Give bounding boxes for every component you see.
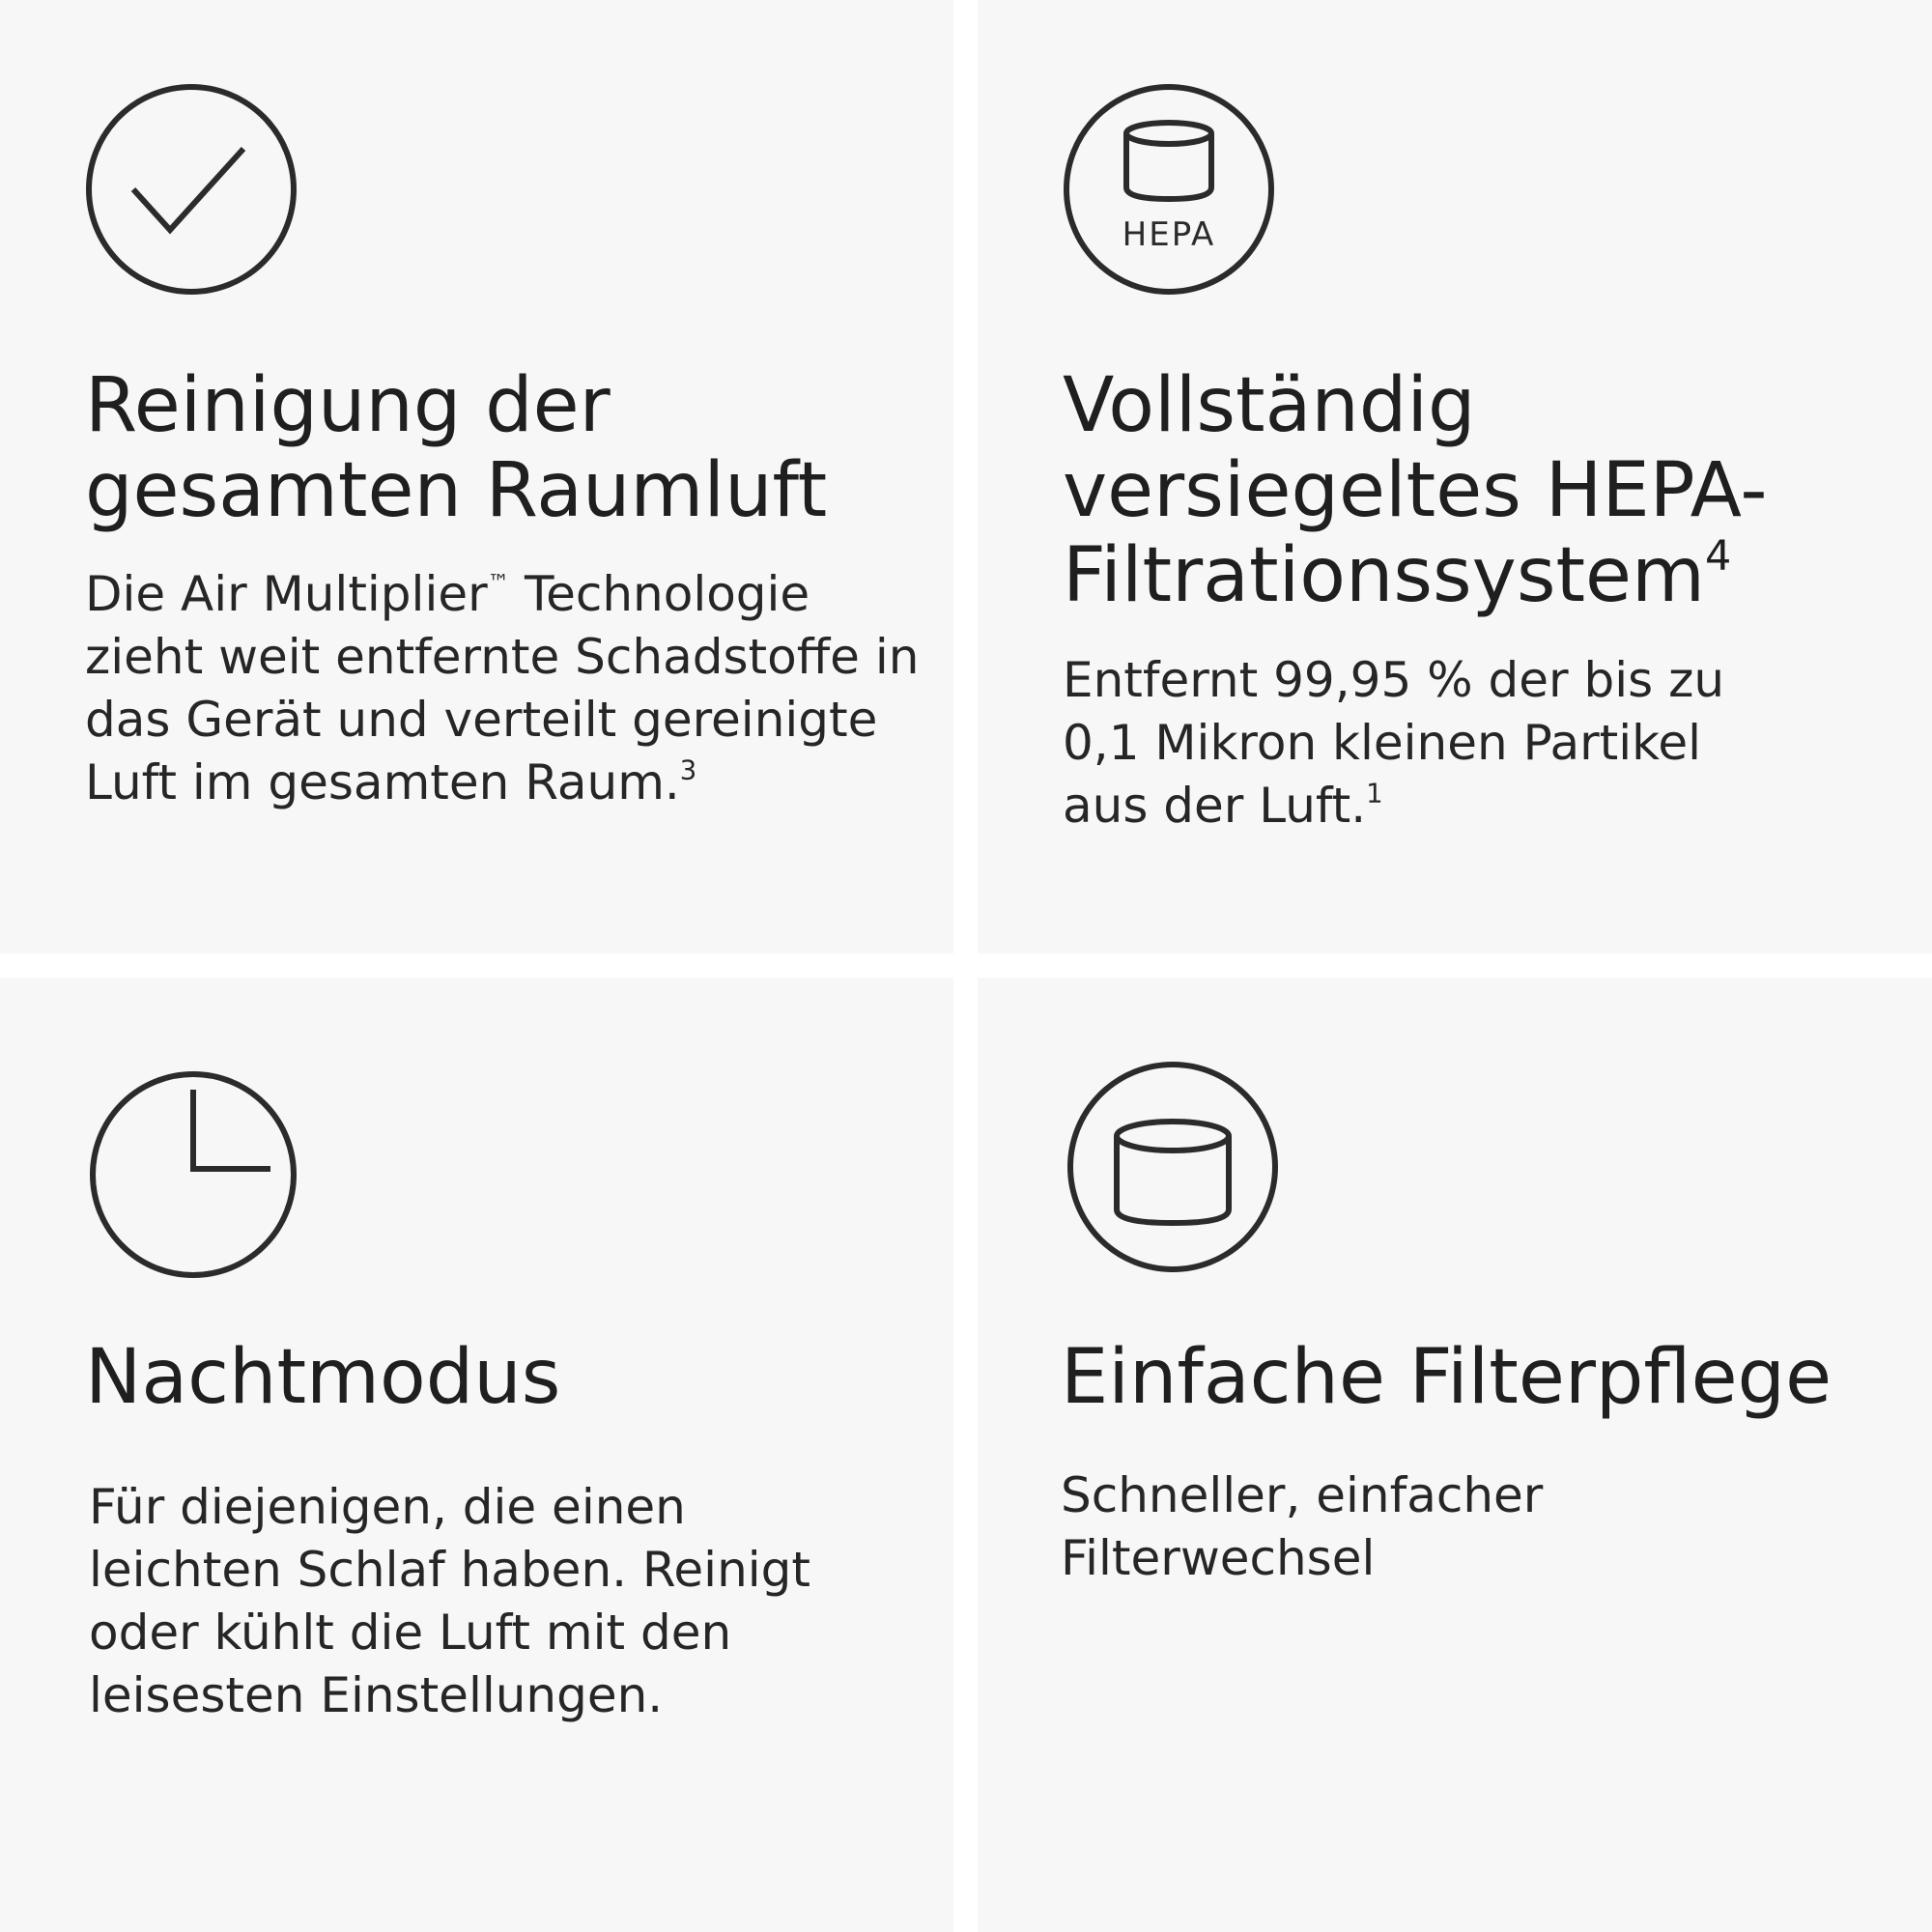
feature-description bbox=[85, 563, 925, 814]
feature-card-hepa bbox=[978, 0, 1932, 953]
feature-title bbox=[1063, 363, 1893, 618]
feature-description: Schneller, einfacher Filterwechsel bbox=[1061, 1467, 1544, 1586]
feature-description: Für diejenigen, die einen leichten Schlaf haben. Reinigt oder kühlt die Luft mit den leisesten Einstellungen. bbox=[89, 1479, 810, 1723]
feature-card-room-air bbox=[0, 0, 953, 953]
feature-title: Nachtmodus bbox=[85, 1334, 561, 1421]
footnote-ref[interactable]: 4 bbox=[1705, 531, 1732, 581]
hepa-filter-circle-icon bbox=[1061, 81, 1277, 298]
feature-card-filter-care bbox=[978, 978, 1932, 1932]
checkmark-circle-icon bbox=[83, 81, 299, 298]
feature-card-night-mode bbox=[0, 978, 953, 1932]
feature-title: Reinigung der gesamten Raumluft bbox=[85, 362, 828, 534]
footnote-ref[interactable]: 3 bbox=[679, 754, 697, 786]
description-text: Die Air Multiplier bbox=[85, 566, 488, 622]
hepa-icon-label: HEPA bbox=[1122, 215, 1216, 254]
filter-cylinder-circle-icon bbox=[1065, 1059, 1281, 1275]
feature-description bbox=[1063, 649, 1758, 838]
footnote-ref[interactable]: 1 bbox=[1366, 778, 1383, 810]
clock-circle-icon bbox=[85, 1066, 301, 1283]
trademark-mark: ™ bbox=[487, 570, 510, 596]
feature-title-text: Vollständig versiegeltes HEPA-Filtrationssystem bbox=[1063, 362, 1768, 619]
description-text: Entfernt 99,95 % der bis zu 0,1 Mikron kleinen Partikel aus der Luft. bbox=[1063, 652, 1725, 834]
description-text-cont: Technologie zieht weit entfernte Schadstoffe in das Gerät und verteilt gereinigte Luft im gesamten Raum. bbox=[85, 566, 920, 810]
feature-title: Einfache Filterpflege bbox=[1061, 1334, 1833, 1421]
